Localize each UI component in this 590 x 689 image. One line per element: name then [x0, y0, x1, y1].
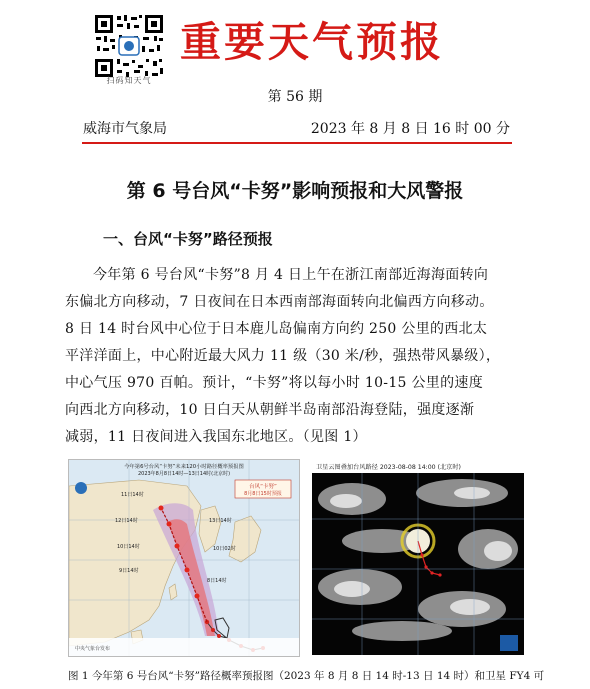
paragraph-line: 减弱，11 日夜间进入我国东北地区。（见图 1） — [65, 429, 367, 445]
map-point-label: 11日14时 — [121, 492, 144, 498]
map-box-line: 台风“卡努” — [249, 484, 277, 490]
org-line — [83, 118, 510, 140]
map-title: 今年第6号台风“卡努”未来120小时路径概率预报图 — [124, 464, 244, 470]
qr-caption: 扫码知天气 — [106, 76, 152, 85]
cma-logo-icon — [75, 482, 87, 494]
issue-datetime: 2023 年 8 月 8 日 16 时 00 分 — [310, 121, 510, 137]
section-heading: 一、台风“卡努”路径预报 — [103, 230, 273, 248]
figure-caption: 图 1 今年第 6 号台风“卡努”路径概率预报图（2023 年 8 月 8 日 14 时-13 日 14 时）和卫星 FY4 可 — [68, 670, 545, 682]
map-subtitle: 2023年8月8日14时—13日14时(北京时) — [137, 471, 231, 477]
map-footer-note: 中央气象台发布 — [75, 646, 111, 652]
map-point-label: 12日14时 — [115, 518, 138, 524]
cma-logo-icon — [500, 635, 518, 651]
satellite-title: 卫星云图叠加台风路径 2023-08-08 14:00 (北京时) — [316, 464, 461, 471]
paragraph-line: 东偏北方向移动，7 日夜间在日本西南部海面转向北偏西方向移动。 — [65, 294, 494, 310]
paragraph-line: 今年第 6 号台风“卡努”8 月 4 日上午在浙江南部近海海面转向 — [93, 267, 489, 283]
document-title: 第 6 号台风“卡努”影响预报和大风警报 — [126, 180, 464, 202]
qr-code[interactable] — [93, 13, 165, 79]
track-forecast-map — [68, 459, 300, 657]
map-point-label: 10日14时 — [117, 544, 140, 550]
paragraph-line: 中心气压 970 百帕。预计，“卡努”将以每小时 10-15 公里的速度 — [65, 375, 483, 391]
body-paragraph — [65, 262, 525, 451]
map-point-label: 10日02时 — [213, 546, 236, 552]
paragraph-line: 向西北方向移动，10 日白天从朝鲜半岛南部沿海登陆，强度逐渐 — [65, 402, 475, 418]
issue-number: 第 56 期 — [267, 89, 323, 105]
paragraph-line: 平洋洋面上，中心附近最大风力 11 级（30 米/秒，强热带风暴级）， — [65, 348, 501, 364]
masthead-title: 重要天气预报 — [180, 18, 444, 66]
map-point-label: 13日14时 — [209, 518, 232, 524]
map-point-label: 9日14时 — [119, 568, 139, 574]
paragraph-line: 8 日 14 时台风中心位于日本鹿儿岛偏南方向约 250 公里的西北太 — [65, 321, 488, 337]
map-box-line: 8月8日15时预报 — [244, 491, 282, 497]
map-point-label: 8日14时 — [207, 578, 227, 584]
header-divider — [82, 142, 512, 144]
satellite-image — [312, 459, 524, 655]
organization-name: 威海市气象局 — [83, 121, 167, 137]
